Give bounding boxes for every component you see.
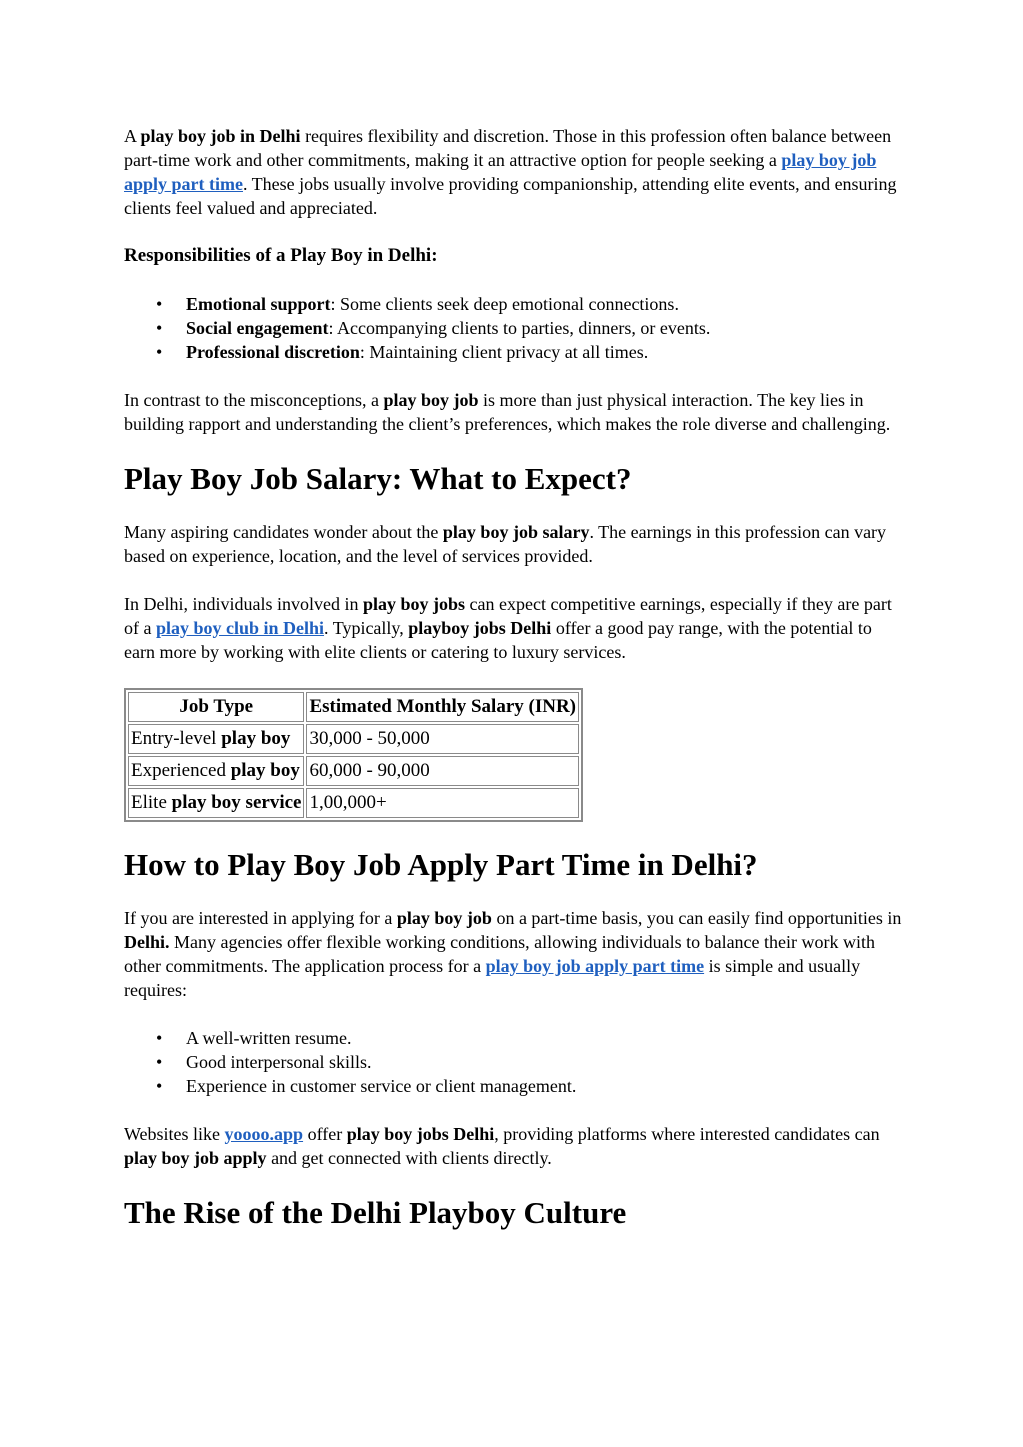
salary-paragraph-1 xyxy=(124,520,904,568)
paragraph-bold: play boy job salary xyxy=(442,522,590,542)
paragraph-text: If you are interested in applying for a xyxy=(124,908,397,928)
document-page xyxy=(124,124,904,1254)
paragraph-text: In Delhi, individuals involved in xyxy=(124,594,363,614)
paragraph-text: can expect competitive earnings, especially if they are part of a xyxy=(124,594,892,638)
list-item xyxy=(186,316,904,340)
table-cell-job-type xyxy=(128,724,304,754)
paragraph-bold: play boy job xyxy=(396,908,492,928)
salary-paragraph-2 xyxy=(124,592,904,664)
paragraph-bold: play boy jobs xyxy=(362,594,466,614)
paragraph-bold: play boy job xyxy=(383,390,479,410)
paragraph-text: and get connected with clients directly. xyxy=(266,1148,552,1168)
yoooo-app-link[interactable]: yoooo.app xyxy=(224,1124,304,1144)
table-cell-salary: 30,000 - 50,000 xyxy=(306,724,579,754)
responsibilities-list xyxy=(124,292,904,364)
list-item-term: Social engagement xyxy=(186,318,329,338)
table-row xyxy=(128,788,579,818)
requirements-list xyxy=(124,1026,904,1098)
paragraph-bold: Delhi. xyxy=(124,932,170,952)
paragraph-text: Many agencies offer flexible working conditions, allowing individuals to balance their work with other commitments. The application process for a xyxy=(124,932,876,976)
cell-text: Elite xyxy=(131,792,172,813)
table-row xyxy=(128,756,579,786)
paragraph-text: on a part-time basis, you can easily find opportunities in xyxy=(491,908,902,928)
list-item-desc: : Maintaining client privacy at all times. xyxy=(359,342,649,362)
list-item-desc: : Some clients seek deep emotional connections. xyxy=(330,294,679,314)
paragraph-bold: play boy job apply xyxy=(124,1148,267,1168)
list-item xyxy=(186,340,904,364)
paragraph-bold: playboy jobs Delhi xyxy=(408,618,552,638)
paragraph-text: is more than just physical interaction. The key lies in building rapport and understanding the client’s preferences, which makes the role diverse and challenging. xyxy=(124,390,891,434)
table-header-job-type: Job Type xyxy=(128,692,304,722)
play-boy-job-apply-link[interactable]: play boy job apply part time xyxy=(485,956,705,976)
table-cell-salary: 60,000 - 90,000 xyxy=(306,756,579,786)
list-item-term: Professional discretion xyxy=(186,342,360,362)
list-item-term: Emotional support xyxy=(186,294,331,314)
salary-heading: Play Boy Job Salary: What to Expect? xyxy=(124,461,632,496)
intro-paragraph xyxy=(124,124,904,220)
contrast-paragraph xyxy=(124,388,904,436)
paragraph-text: Many aspiring candidates wonder about the xyxy=(124,522,443,542)
table-header-salary: Estimated Monthly Salary (INR) xyxy=(306,692,579,722)
apply-paragraph-1 xyxy=(124,906,904,1002)
apply-heading: How to Play Boy Job Apply Part Time in Delhi? xyxy=(124,847,758,882)
paragraph-text: In contrast to the misconceptions, a xyxy=(124,390,384,410)
cell-text: Experienced xyxy=(131,760,231,781)
intro-text: requires flexibility and discretion. Those in this profession often balance between part-time work and other commitments, making it an attractive option for people seeking a xyxy=(124,126,892,170)
responsibilities-heading: Responsibilities of a Play Boy in Delhi: xyxy=(124,245,438,266)
paragraph-text: offer a good pay range, with the potential to earn more by working with elite clients or catering to luxury services. xyxy=(124,618,872,662)
paragraph-text: . The earnings in this profession can vary based on experience, location, and the level of services provided. xyxy=(124,522,887,566)
list-item: • Good interpersonal skills. xyxy=(186,1050,904,1074)
play-boy-job-apply-link[interactable]: play boy job apply part time xyxy=(124,150,877,194)
cell-text: Entry-level xyxy=(131,728,222,749)
list-item: • Experience in customer service or client management. xyxy=(186,1074,904,1098)
paragraph-text: , providing platforms where interested candidates can xyxy=(494,1124,880,1144)
table-cell-job-type xyxy=(128,788,304,818)
table-row xyxy=(128,724,579,754)
apply-paragraph-2 xyxy=(124,1122,904,1170)
paragraph-bold: play boy jobs Delhi xyxy=(346,1124,495,1144)
cell-bold: play boy xyxy=(230,760,300,781)
intro-text: . These jobs usually involve providing companionship, attending elite events, and ensuring clients feel valued and appreciated. xyxy=(124,174,897,218)
cell-bold: play boy service xyxy=(171,792,302,813)
list-item: • A well-written resume. xyxy=(186,1026,904,1050)
list-item xyxy=(186,292,904,316)
paragraph-text: is simple and usually requires: xyxy=(124,956,861,1000)
paragraph-text: Websites like xyxy=(124,1124,225,1144)
intro-text: A xyxy=(124,126,141,146)
intro-bold: play boy job in Delhi xyxy=(140,126,301,146)
play-boy-club-link[interactable]: play boy club in Delhi xyxy=(155,618,325,638)
table-cell-job-type xyxy=(128,756,304,786)
paragraph-text: offer xyxy=(303,1124,347,1144)
table-cell-salary: 1,00,000+ xyxy=(306,788,579,818)
cell-bold: play boy xyxy=(221,728,291,749)
table-header-row xyxy=(128,692,579,722)
culture-heading: The Rise of the Delhi Playboy Culture xyxy=(124,1195,627,1230)
list-item-desc: : Accompanying clients to parties, dinners, or events. xyxy=(328,318,711,338)
paragraph-text: . Typically, xyxy=(324,618,409,638)
salary-table xyxy=(124,688,583,822)
